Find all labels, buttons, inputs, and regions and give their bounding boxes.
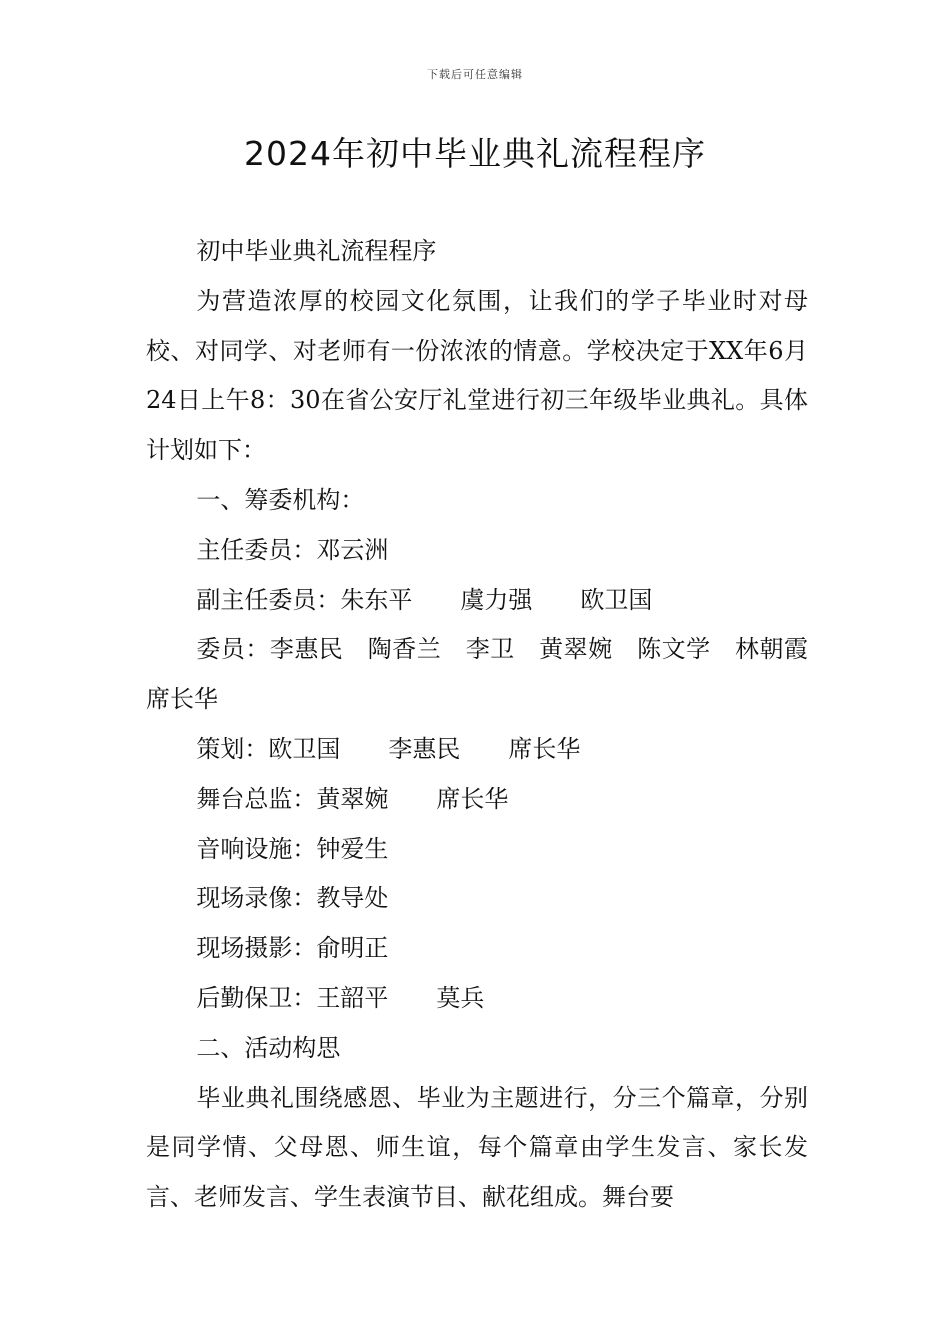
audio-staff: 音响设施：钟爱生	[196, 834, 389, 863]
paragraph-concept: 毕业典礼围绕感恩、毕业为主题进行，分三个篇章，分别是同学情、父母恩、师生谊，每个篇章由学生发言、家长发言、老师发言、学生表演节目、献花组成。舞台要	[146, 1083, 808, 1212]
document-title: 2024年初中毕业典礼流程程序	[244, 134, 706, 173]
logistics-staff: 后勤保卫：王韶平 莫兵	[196, 983, 485, 1012]
paragraph-intro: 为营造浓厚的校园文化氛围，让我们的学子毕业时对母校、对同学、对老师有一份浓浓的情意。学校决定于XX年6月24日上午8：30在省公安厅礼堂进行初三年级毕业典礼。具体计划如下：	[146, 286, 808, 465]
planning-staff: 策划：欧卫国 李惠民 席长华	[196, 734, 581, 763]
committee-deputy-directors: 副主任委员：朱东平 虞力强 欧卫国	[196, 585, 653, 614]
committee-director: 主任委员：邓云洲	[196, 535, 389, 564]
header-note: 下载后可任意编辑	[427, 68, 523, 81]
photography-staff: 现场摄影：俞明正	[196, 934, 389, 963]
section-heading-committee: 一、筹委机构：	[196, 485, 365, 514]
stage-directors: 舞台总监：黄翠婉 席长华	[196, 784, 509, 813]
video-staff: 现场录像：教导处	[196, 884, 389, 913]
section-heading-concept: 二、活动构思	[196, 1033, 341, 1062]
committee-members: 委员：李惠民 陶香兰 李卫 黄翠婉 陈文学 林朝霞 席长华	[146, 635, 832, 714]
document-body	[146, 227, 832, 1223]
paragraph-heading: 初中毕业典礼流程程序	[196, 237, 437, 265]
